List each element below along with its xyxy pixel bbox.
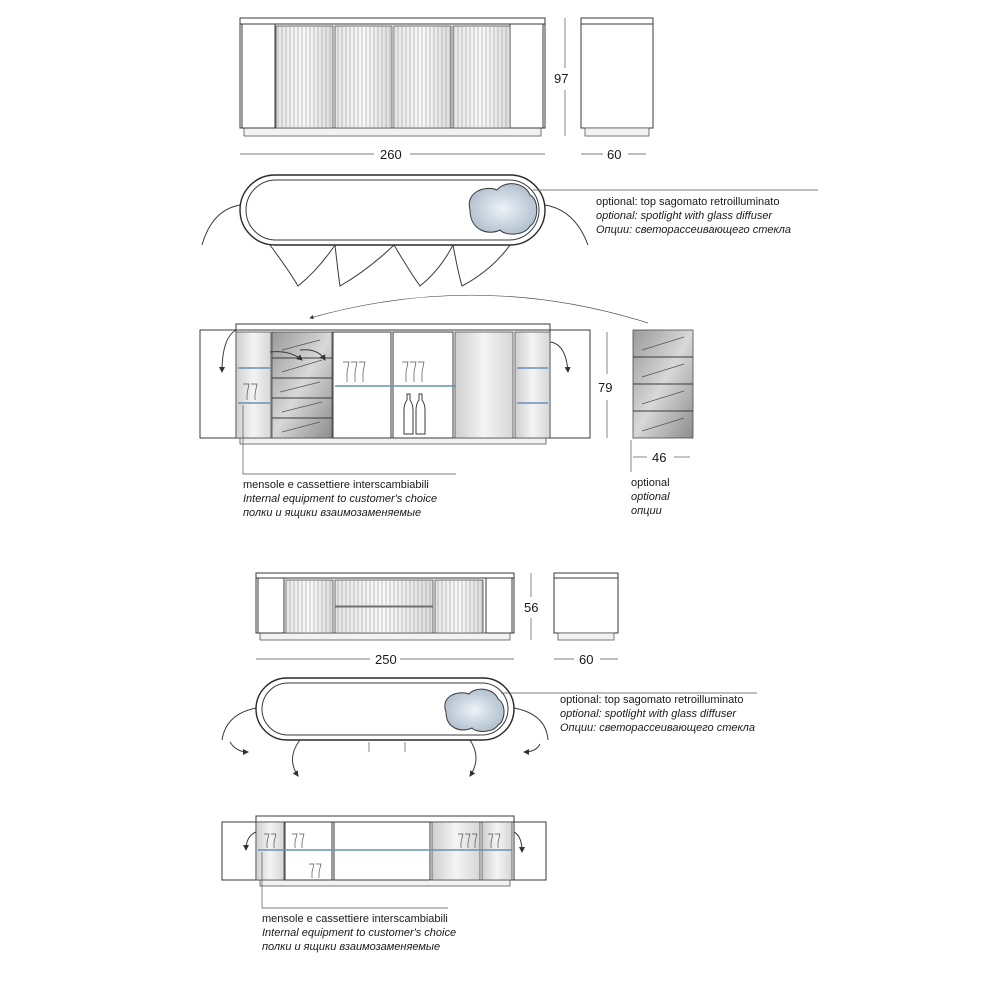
v1-equipment-note-line-2: Internal equipment to customer's choice [243, 493, 438, 505]
v2-optional-note [560, 694, 755, 734]
v2-optional-note-line-1: optional: top sagomato retroilluminato [560, 694, 744, 706]
v1-optional-note-line-1: optional: top sagomato retroilluminato [596, 196, 780, 208]
v2-depth-label: 60 [579, 652, 594, 667]
v2-equipment-note-line-2: Internal equipment to customer's choice [262, 927, 457, 939]
v1-door-depth-dimension [631, 440, 690, 472]
v1-equipment-note-line-1: mensole e cassettiere interscambiabili [243, 479, 429, 491]
v2-interior-elevation [222, 816, 546, 886]
v2-backlit-top-shape [445, 689, 504, 731]
v1-width-dimension [240, 147, 545, 162]
v1-interior-height-label: 79 [598, 380, 613, 395]
v1-optional-label-3: опции [631, 505, 662, 517]
v2-equipment-note-line-1: mensole e cassettiere interscambiabili [262, 913, 448, 925]
v1-depth-label: 60 [607, 147, 622, 162]
v2-height-label: 56 [524, 600, 539, 615]
v2-depth-dimension [554, 652, 618, 667]
v2-side-elevation [554, 573, 618, 640]
v1-width-label: 260 [380, 147, 402, 162]
v1-optional-labels [631, 477, 670, 517]
v1-front-elevation [240, 18, 545, 136]
v1-height-dimension [554, 18, 568, 136]
v1-optional-note-line-3: Опции: светорассеивающего стекла [596, 224, 792, 236]
v1-optional-label-1: optional [631, 477, 670, 489]
v1-side-elevation [581, 18, 653, 136]
v2-width-dimension [256, 652, 514, 667]
v1-door-depth-label: 46 [652, 450, 667, 465]
v1-backlit-top-shape [469, 184, 537, 234]
v1-equipment-note [243, 479, 437, 519]
v2-equipment-note [262, 913, 456, 953]
v1-height-label: 97 [554, 71, 569, 86]
v1-optional-glass-door [633, 330, 693, 438]
v2-front-elevation [256, 573, 514, 640]
v2-width-label: 250 [375, 652, 397, 667]
v1-interior-elevation [200, 324, 590, 444]
v1-equipment-note-line-3: полки и ящики взаимозаменяемые [243, 507, 422, 519]
v1-optional-note-line-2: optional: spotlight with glass diffuser [596, 210, 773, 222]
v1-optional-label-2: optional [631, 491, 670, 503]
v2-optional-note-line-2: optional: spotlight with glass diffuser [560, 708, 737, 720]
v2-equipment-note-line-3: полки и ящики взаимозаменяемые [262, 941, 441, 953]
v2-optional-note-line-3: Опции: светорассеивающего стекла [560, 722, 756, 734]
v1-interior-height-dimension [598, 332, 612, 438]
v1-optional-door-leader [310, 295, 648, 323]
v1-optional-note [596, 196, 791, 236]
v1-depth-dimension [581, 147, 646, 162]
v2-height-dimension [524, 573, 538, 640]
